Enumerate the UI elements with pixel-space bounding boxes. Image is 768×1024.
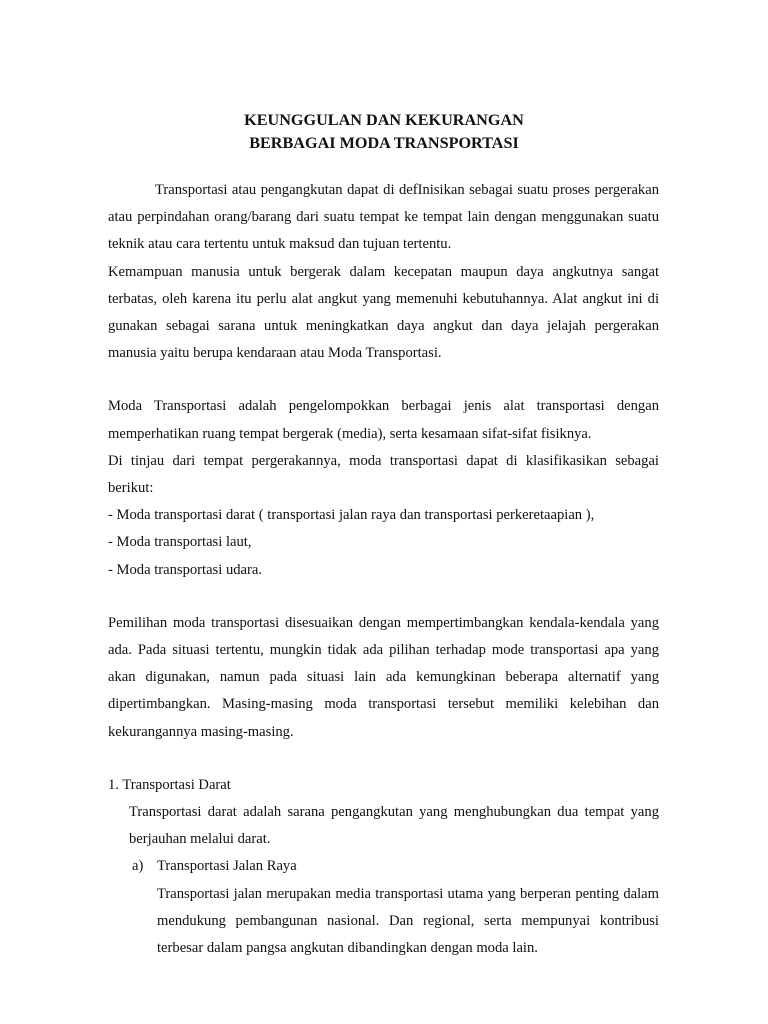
paragraph-moda-definition: Moda Transportasi adalah pengelompokkan berbagai jenis alat transportasi dengan memperhatikan ruang tempat bergerak (media), serta kesamaan sifat-sifat fisiknya. bbox=[108, 398, 659, 442]
spacer bbox=[108, 584, 659, 610]
subsection-title: Transportasi Jalan Raya bbox=[157, 858, 297, 875]
paragraph-classification: Di tinjau dari tempat pergerakannya, moda transportasi dapat di klasifikasikan sebagai berikut: bbox=[108, 452, 659, 497]
paragraph-ability: Kemampuan manusia untuk bergerak dalam kecepatan maupun daya angkutnya sangat terbatas, oleh karena itu perlu alat angkut yang memenuhi kebutuhannya. Alat angkut ini di gunakan sebagai sarana untuk meningkatkan daya angkut dan daya jelajah pergerakan manusia yaitu berupa kendaraan atau Moda Transportasi. bbox=[108, 263, 659, 362]
title-line-1: KEUNGGULAN DAN KEKURANGAN bbox=[244, 111, 524, 129]
list-item: - Moda transportasi laut, bbox=[108, 534, 252, 551]
paragraph-selection: Pemilihan moda transportasi disesuaikan dengan mempertimbangkan kendala-kendala yang ada. Pada situasi tertentu, mungkin tidak ada pilihan terhadap mode transportasi apa yang akan digunakan, namun pada situasi lain ada kemungkinan beberapa alternatif yang dipertimbangkan. Masing-masing moda transportasi tersebut memiliki kelebihan dan kekurangannya masing-masing. bbox=[108, 614, 659, 740]
section-text: Transportasi darat adalah sarana pengangkutan yang menghubungkan dua tempat yang berjauhan melalui darat. bbox=[129, 804, 659, 848]
list-item: - Moda transportasi darat ( transportasi jalan raya dan transportasi perkeretaapian ), bbox=[108, 507, 595, 524]
document-body bbox=[108, 177, 659, 962]
subsection-heading bbox=[108, 853, 659, 880]
title-line-2: BERBAGAI MODA TRANSPORTASI bbox=[249, 134, 519, 152]
paragraph-definition: Transportasi atau pengangkutan dapat di defInisikan sebagai suatu proses pergerakan atau perpindahan orang/barang dari suatu tempat ke tempat lain dengan menggunakan suatu teknik atau cara tertentu untuk maksud dan tujuan tertentu. bbox=[108, 182, 659, 253]
spacer bbox=[108, 367, 659, 393]
spacer bbox=[108, 746, 659, 772]
subsection-marker: a) bbox=[132, 858, 144, 875]
document-title bbox=[0, 109, 768, 155]
list-item: - Moda transportasi udara. bbox=[108, 561, 262, 578]
subsection-text: Transportasi jalan merupakan media transportasi utama yang berperan penting dalam mendukung pembangunan nasional. Dan regional, serta mempunyai kontribusi terbesar dalam pangsa angkutan dibandingkan dengan moda lain. bbox=[157, 885, 659, 957]
section-heading: 1. Transportasi Darat bbox=[108, 776, 231, 793]
